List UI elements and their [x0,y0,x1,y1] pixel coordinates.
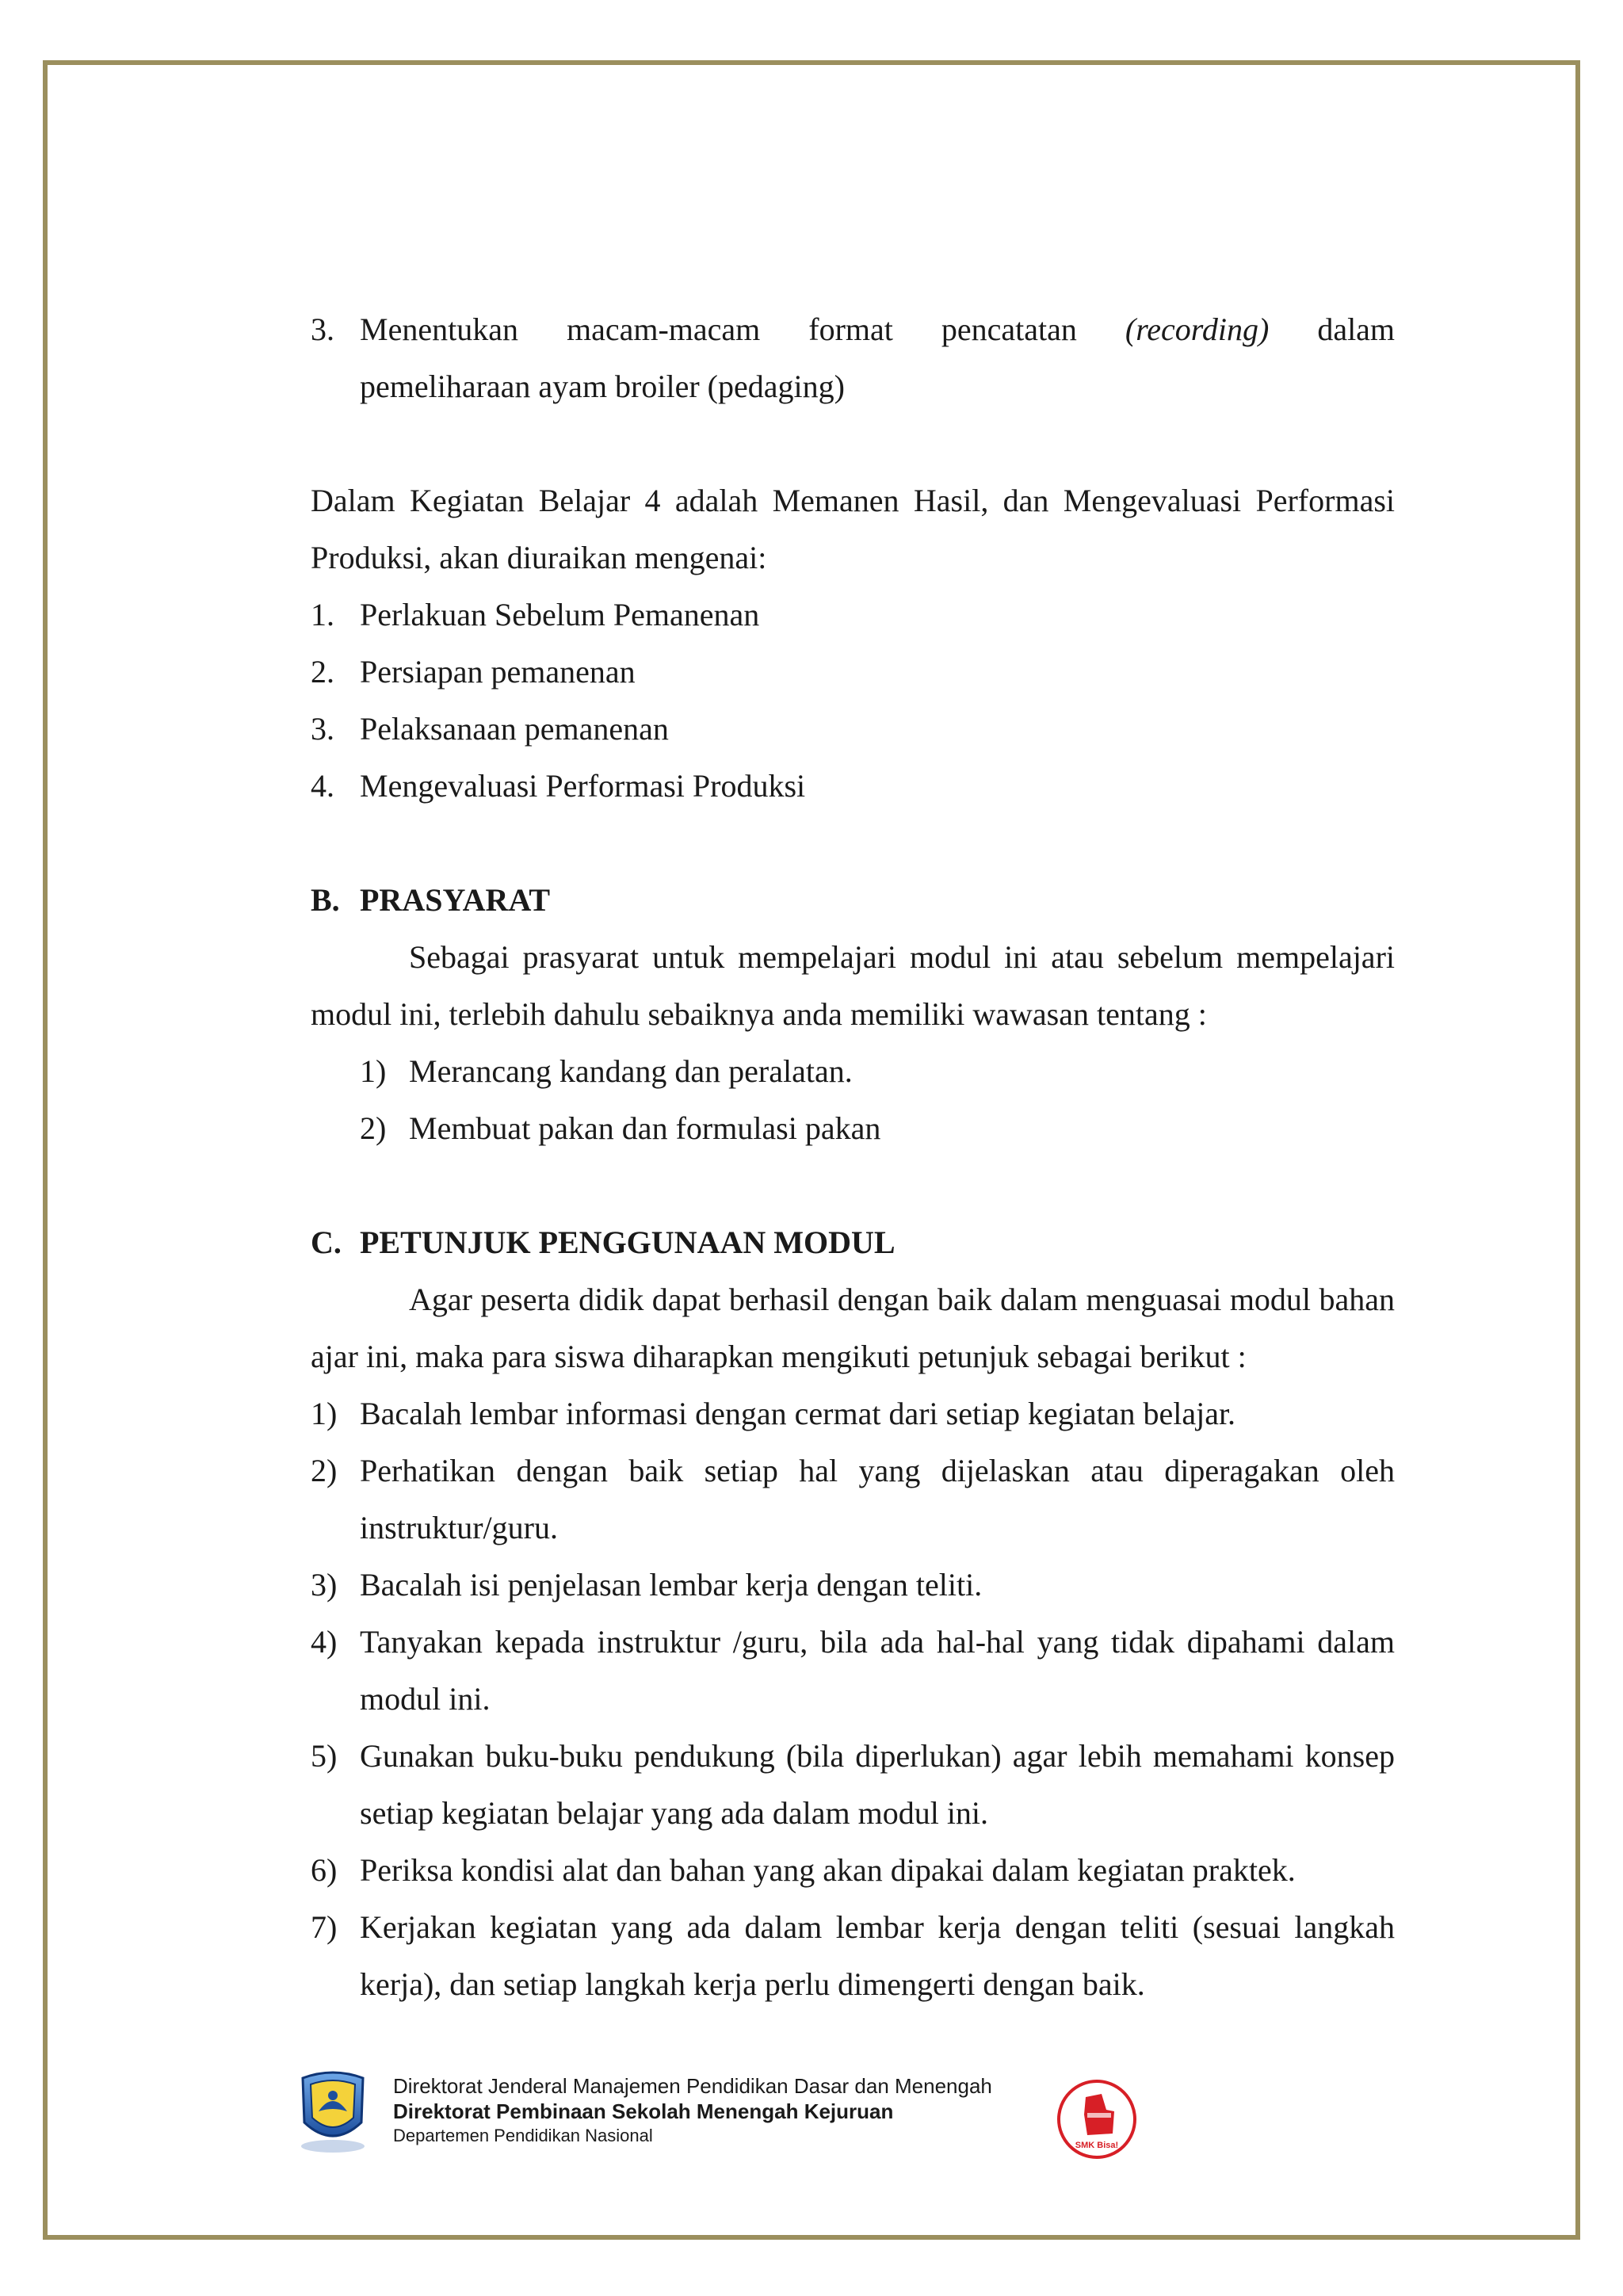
list-number: 2) [360,1110,387,1146]
list-item [311,644,1395,701]
list-number: 6) [311,1852,338,1888]
list-item [311,1442,1395,1557]
kb4-paragraph: Dalam Kegiatan Belajar 4 adalah Memanen Hasil, dan Mengevaluasi Performasi Produksi, akan diuraikan mengenai: [311,483,1395,575]
list-number: 3) [311,1567,338,1603]
list-number: 1. [311,597,334,632]
list-text: Pelaksanaan pemanenan [360,711,669,747]
list-item [311,1899,1395,2013]
word: pencatatan [941,311,1077,347]
list-item [311,1385,1395,1442]
section-heading-b [311,872,1395,929]
page-content [311,301,1395,2013]
list-item [311,1043,1395,1100]
list-item [311,586,1395,644]
section-letter: C. [311,1224,342,1260]
section-title: PRASYARAT [360,882,551,918]
list-text: Bacalah isi penjelasan lembar kerja dengan teliti. [360,1567,983,1603]
list-item [311,1100,1395,1157]
page-footer [0,2061,1623,2172]
list-item [311,1728,1395,1842]
intro-list-item [311,301,1395,415]
section-b-paragraph: Sebagai prasyarat untuk mempelajari modul ini atau sebelum mempelajari modul ini, terlebih dahulu sebaiknya anda memiliki wawasan tentang : [311,939,1395,1032]
list-item [311,701,1395,758]
list-number: 4. [311,768,334,804]
list-text: Periksa kondisi alat dan bahan yang akan dipakai dalam kegiatan praktek. [360,1852,1296,1888]
list-item [311,1842,1395,1899]
list-number: 1) [311,1396,338,1431]
intro-line-1 [360,301,1395,358]
list-text: Membuat pakan dan formulasi pakan [409,1110,881,1146]
word: format [808,311,893,347]
footer-line-2: Direktorat Pembinaan Sekolah Menengah Kejuruan [393,2099,894,2123]
intro-line-2: pemeliharaan ayam broiler (pedaging) [360,369,845,404]
section-heading-c [311,1214,1395,1271]
list-item [311,758,1395,815]
list-number: 2) [311,1453,338,1488]
list-text: Merancang kandang dan peralatan. [409,1053,853,1089]
list-number: 5) [311,1738,338,1774]
section-c-paragraph: Agar peserta didik dapat berhasil dengan baik dalam menguasai modul bahan ajar ini, maka para siswa diharapkan mengikuti petunjuk sebagai berikut : [311,1282,1395,1374]
list-text: Bacalah lembar informasi dengan cermat dari setiap kegiatan belajar. [360,1396,1236,1431]
footer-line-3: Departemen Pendidikan Nasional [393,2126,653,2145]
word: macam-macam [566,311,761,347]
footer-line-1: Direktorat Jenderal Manajemen Pendidikan Dasar dan Menengah [393,2074,992,2098]
list-text: Tanyakan kepada instruktur /guru, bila ada hal-hal yang tidak dipahami dalam modul ini. [360,1624,1395,1717]
word: Menentukan [360,311,518,347]
list-text: Gunakan buku-buku pendukung (bila diperlukan) agar lebih memahami konsep setiap kegiatan belajar yang ada dalam modul ini. [360,1738,1395,1831]
list-number: 7) [311,1909,338,1945]
list-text: Perhatikan dengan baik setiap hal yang dijelaskan atau diperagakan oleh instruktur/guru. [360,1453,1395,1545]
list-number: 3. [311,711,334,747]
list-number: 1) [360,1053,387,1089]
word: dalam [1317,311,1396,347]
logo-text: SMK Bisa! [1075,2141,1119,2150]
list-number: 3. [311,311,334,347]
tut-wuri-handayani-logo-icon [295,2067,371,2156]
list-text: Persiapan pemanenan [360,654,636,690]
section-title: PETUNJUK PENGGUNAAN MODUL [360,1224,896,1260]
list-number: 2. [311,654,334,690]
list-number: 4) [311,1624,338,1660]
list-item [311,1614,1395,1728]
list-text: Mengevaluasi Performasi Produksi [360,768,806,804]
list-text: Kerjakan kegiatan yang ada dalam lembar kerja dengan teliti (sesuai langkah kerja), dan setiap langkah kerja perlu dimengerti dengan baik. [360,1909,1395,2002]
section-letter: B. [311,882,340,918]
smk-bisa-logo-icon [1056,2078,1138,2160]
list-item [311,1557,1395,1614]
list-text: Perlakuan Sebelum Pemanenan [360,597,760,632]
footer-text-block [393,2073,992,2148]
word-italic: (recording) [1125,311,1270,347]
